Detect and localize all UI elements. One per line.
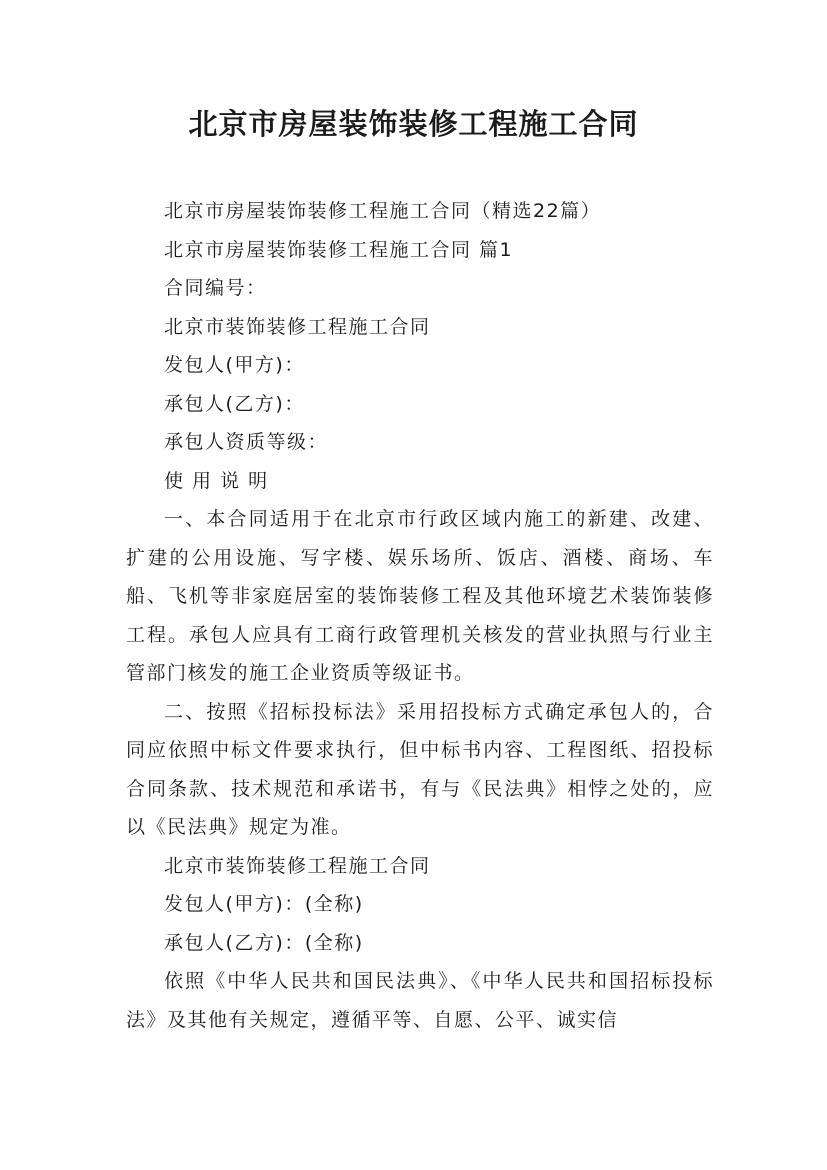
paragraph-qualification: 承包人资质等级： xyxy=(164,431,329,453)
paragraph-preamble: 依照《中华人民共和国民法典》、《中华人民共和国招标投标法》及其他有关规定，遵循平等、自愿、公平、诚实信 xyxy=(126,970,714,1031)
paragraph-usage-1: 一、本合同适用于在北京市行政区域内施工的新建、改建、扩建的公用设施、写字楼、娱乐场所、饭店、酒楼、商场、车船、飞机等非家庭居室的装饰装修工程及其他环境艺术装饰装修工程。承包人应具有工商行政管理机关核发的营业执照与行业主管部门核发的施工企业资质等级证书。 xyxy=(126,508,714,684)
paragraph-party-b-full: 承包人(乙方)：(全称) xyxy=(164,931,364,954)
paragraph-party-a: 发包人(甲方)： xyxy=(164,354,305,376)
paragraph-usage-heading: 使 用 说 明 xyxy=(164,469,269,492)
document-body xyxy=(126,192,714,1039)
paragraph-usage-2: 二、按照《招标投标法》采用招投标方式确定承包人的，合同应依照中标文件要求执行，但中标书内容、工程图纸、招投标合同条款、技术规范和承诺书，有与《民法典》相悖之处的，应以《民法典》规定为准。 xyxy=(126,700,714,838)
paragraph-contract-name-2: 北京市装饰装修工程施工合同 xyxy=(164,854,431,877)
document-title: 北京市房屋装饰装修工程施工合同 xyxy=(188,107,639,141)
paragraph-contract-name: 北京市装饰装修工程施工合同 xyxy=(164,315,431,338)
paragraph-section-heading: 北京市房屋装饰装修工程施工合同 篇1 xyxy=(164,238,514,261)
paragraph-party-a-full: 发包人(甲方)：(全称) xyxy=(164,893,364,915)
paragraph-party-b: 承包人(乙方)： xyxy=(164,392,305,415)
paragraph-subtitle: 北京市房屋装饰装修工程施工合同（精选22篇） xyxy=(164,200,602,222)
paragraph-contract-number: 合同编号： xyxy=(164,277,267,299)
